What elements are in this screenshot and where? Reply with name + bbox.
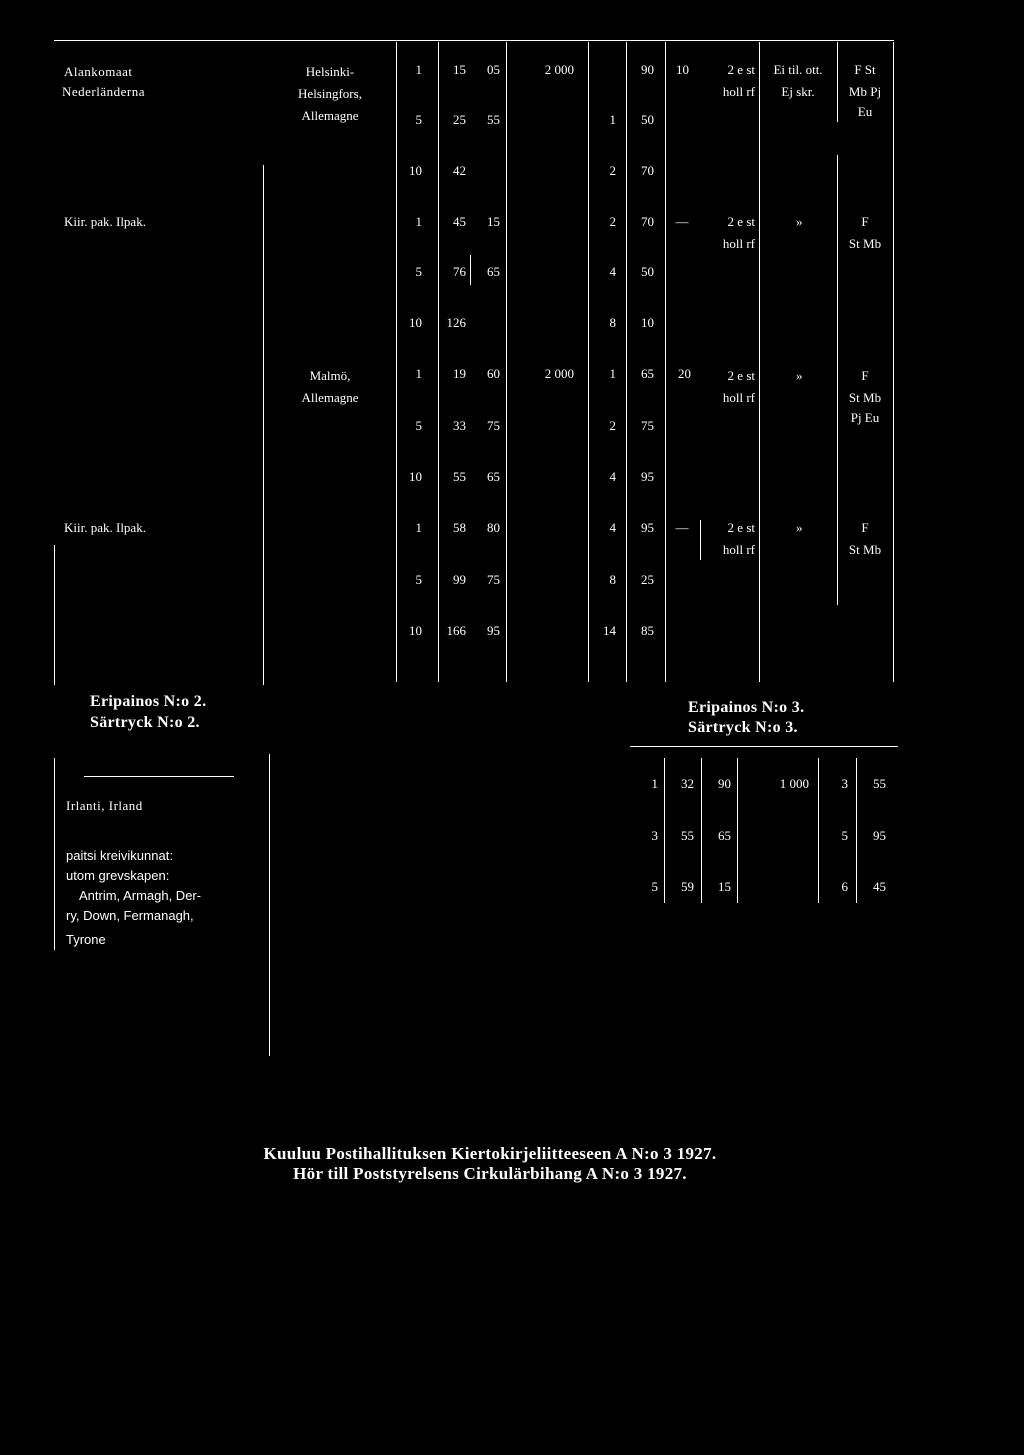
cell-b: 90	[718, 776, 731, 791]
cell-f: 20	[678, 366, 691, 381]
route-line: Helsinki-	[305, 64, 355, 79]
cell-i: F	[861, 520, 869, 535]
cell-a: 25	[453, 112, 466, 127]
route-line: Allemagne	[301, 108, 359, 123]
cell-g: 2 e st	[727, 520, 755, 535]
column-rule	[759, 42, 760, 682]
cell-b: 75	[487, 572, 500, 587]
reprint-heading-fi: Eripainos N:o 2.	[90, 693, 207, 710]
column-rule	[506, 42, 507, 682]
ireland-county-line: ry, Down, Fermanagh,	[66, 908, 194, 923]
cell-i: F St	[854, 62, 876, 77]
cell-d: 4	[609, 469, 616, 484]
cell-g: holl rf	[722, 84, 755, 99]
cell-g: 2 e st	[727, 214, 755, 229]
cell-a: 33	[453, 418, 466, 433]
cell-b: 60	[487, 366, 500, 381]
column-rule	[54, 758, 55, 950]
cell-e: 55	[873, 776, 886, 791]
cell-a: 99	[453, 572, 466, 587]
cell-qty: 1	[415, 520, 422, 535]
cell-g: holl rf	[722, 390, 755, 405]
cell-a: 55	[681, 828, 694, 843]
cell-qty: 10	[409, 469, 422, 484]
cell-d: 2	[609, 163, 616, 178]
cell-a: 76	[453, 264, 466, 279]
cell-a: 59	[681, 879, 694, 894]
route-line: Allemagne	[301, 390, 359, 405]
cell-d: 5	[841, 828, 848, 843]
cell-b: 15	[718, 879, 731, 894]
parcel-label: Kiir. pak. Ilpak.	[64, 520, 146, 535]
cell-h: »	[796, 214, 803, 229]
route-line: Helsingfors,	[298, 86, 362, 101]
cell-e: 95	[641, 520, 654, 535]
cell-b: 15	[487, 214, 500, 229]
cell-d: 1	[609, 366, 616, 381]
cell-e: 70	[641, 163, 654, 178]
cell-i: St Mb	[848, 542, 882, 557]
cell-f: —	[675, 214, 689, 229]
cell-b: 65	[487, 264, 500, 279]
cell-a: 19	[453, 366, 466, 381]
cell-h: Ei til. ott.	[773, 62, 823, 77]
cell-g: holl rf	[722, 542, 755, 557]
footer-line-sv: Hör till Poststyrelsens Cirkulärbihang A N:o 3 1927.	[293, 1164, 687, 1183]
ireland-title: Irlanti, Irland	[66, 798, 143, 813]
cell-b: 65	[718, 828, 731, 843]
cell-qty: 10	[409, 163, 422, 178]
cell-qty: 5	[651, 879, 658, 894]
cell-d: 6	[841, 879, 848, 894]
cell-qty: 10	[409, 315, 422, 330]
cell-f: 10	[676, 62, 689, 77]
country-name-fi: Alankomaat	[64, 64, 133, 79]
cell-a: 15	[453, 62, 466, 77]
cell-qty: 1	[415, 366, 422, 381]
column-rule	[84, 776, 234, 777]
cell-e: 10	[641, 315, 654, 330]
cell-d: 14	[603, 623, 616, 638]
cell-d: 1	[609, 112, 616, 127]
reprint-heading-sv: Särtryck N:o 2.	[90, 714, 200, 731]
cell-h: Ej skr.	[781, 84, 815, 99]
cell-b: 05	[487, 62, 500, 77]
cell-a: 45	[453, 214, 466, 229]
cell-e: 45	[873, 879, 886, 894]
reprint-heading-sv: Särtryck N:o 3.	[688, 719, 798, 736]
cell-qty: 5	[415, 264, 422, 279]
column-rule	[893, 42, 894, 682]
cell-h: »	[796, 368, 803, 383]
cell-i: Eu	[857, 104, 873, 119]
cell-i: St Mb	[848, 236, 882, 251]
cell-c: 2 000	[544, 62, 574, 77]
ireland-county-line: Tyrone	[66, 932, 106, 947]
cell-qty: 1	[651, 776, 658, 791]
cell-i: Pj Eu	[850, 410, 880, 425]
cell-d: 4	[609, 264, 616, 279]
cell-qty: 5	[415, 418, 422, 433]
column-rule	[54, 545, 55, 685]
cell-e: 25	[641, 572, 654, 587]
cell-qty: 1	[415, 214, 422, 229]
cell-b: 80	[487, 520, 500, 535]
cell-a: 58	[453, 520, 466, 535]
cell-b: 95	[487, 623, 500, 638]
route-line: Malmö,	[309, 368, 351, 383]
top-rule	[54, 40, 894, 41]
cell-d: 4	[609, 520, 616, 535]
cell-g: 2 e st	[727, 368, 755, 383]
cell-e: 95	[641, 469, 654, 484]
cell-g: holl rf	[722, 236, 755, 251]
cell-e: 50	[641, 112, 654, 127]
cell-c: 1 000	[779, 776, 809, 791]
cell-d: 3	[841, 776, 848, 791]
parcel-label: Kiir. pak. Ilpak.	[64, 214, 146, 229]
ireland-except-sv: utom grevskapen:	[66, 868, 170, 883]
cell-h: »	[796, 520, 803, 535]
cell-qty: 1	[415, 62, 422, 77]
cell-a: 126	[446, 315, 466, 330]
cell-e: 90	[641, 62, 654, 77]
cell-g: 2 e st	[727, 62, 755, 77]
cell-e: 75	[641, 418, 654, 433]
column-rule	[269, 754, 270, 1056]
cell-a: 32	[681, 776, 694, 791]
cell-i: Mb Pj	[848, 84, 882, 99]
cell-qty: 5	[415, 572, 422, 587]
reprint-heading-fi: Eripainos N:o 3.	[688, 699, 805, 716]
top-rule	[630, 746, 898, 747]
ireland-except-fi: paitsi kreivikunnat:	[66, 848, 173, 863]
cell-e: 70	[641, 214, 654, 229]
cell-qty: 5	[415, 112, 422, 127]
column-rule	[263, 165, 264, 685]
cell-b: 55	[487, 112, 500, 127]
column-rule	[665, 42, 666, 682]
cell-d: 2	[609, 214, 616, 229]
country-name-sv: Nederländerna	[62, 84, 146, 99]
cell-i: F	[861, 214, 869, 229]
cell-e: 50	[641, 264, 654, 279]
cell-qty: 3	[651, 828, 658, 843]
cell-e: 95	[873, 828, 886, 843]
footer-line-fi: Kuuluu Postihallituksen Kiertokirjeliitteeseen A N:o 3 1927.	[263, 1144, 717, 1163]
cell-f: —	[675, 520, 689, 535]
cell-i: St Mb	[848, 390, 882, 405]
cell-d: 2	[609, 418, 616, 433]
ireland-county-line: Antrim, Armagh, Der-	[79, 888, 202, 903]
cell-d: 8	[609, 572, 616, 587]
cell-d: 8	[609, 315, 616, 330]
cell-c: 2 000	[544, 366, 574, 381]
cell-a: 42	[453, 163, 466, 178]
cell-i: F	[861, 368, 869, 383]
cell-e: 85	[641, 623, 654, 638]
cell-a: 166	[446, 623, 466, 638]
cell-b: 75	[487, 418, 500, 433]
cell-a: 55	[453, 469, 466, 484]
cell-e: 65	[641, 366, 654, 381]
cell-b: 65	[487, 469, 500, 484]
cell-qty: 10	[409, 623, 422, 638]
